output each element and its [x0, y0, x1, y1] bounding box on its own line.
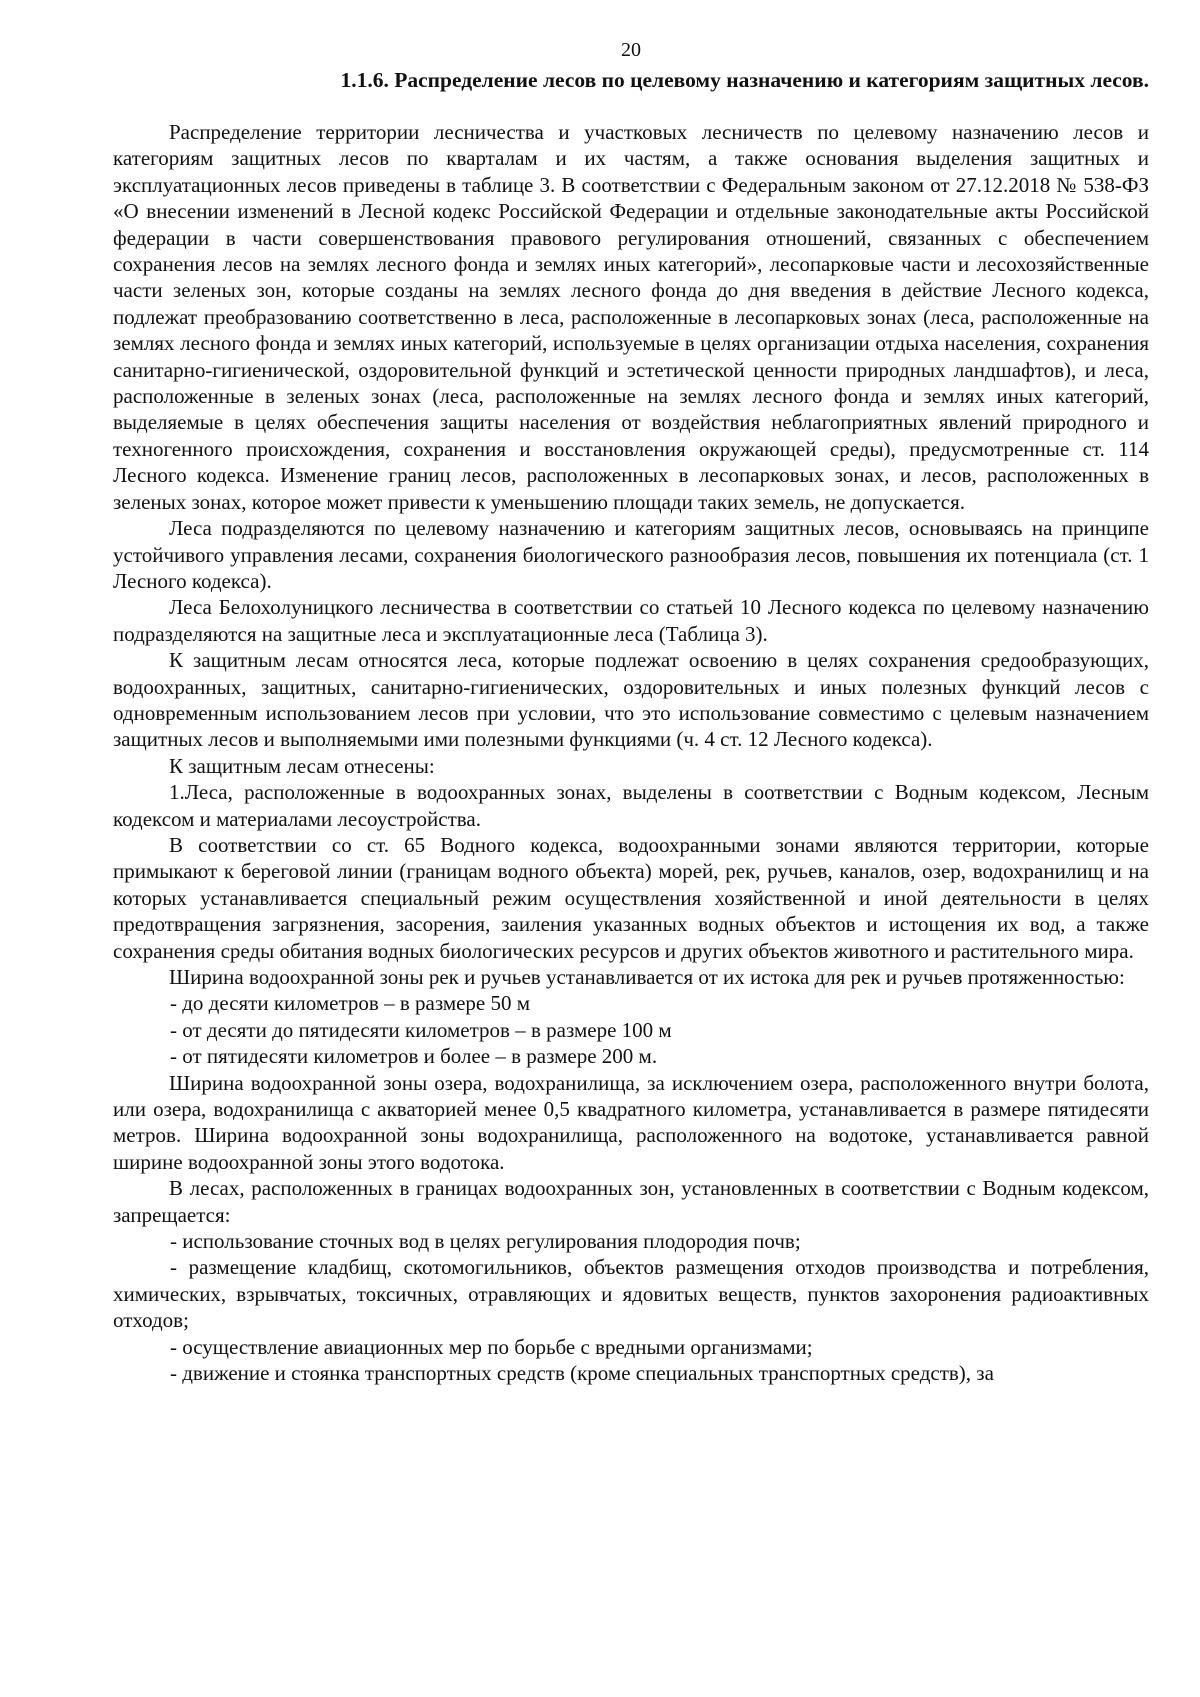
paragraph: 1.Леса, расположенные в водоохранных зонах, выделены в соответствии с Водным кодексом, Лесным кодексом и материалами лесоустройства.: [113, 780, 1149, 831]
list-item: - от десяти до пятидесяти километров – в размере 100 м: [170, 1017, 672, 1042]
list-item: - осуществление авиационных мер по борьбе с вредными организмами;: [170, 1334, 813, 1359]
list-item: - до десяти километров – в размере 50 м: [170, 991, 531, 1016]
paragraph: Ширина водоохранной зоны озера, водохранилища, за исключением озера, расположенного внутри болота, или озера, водохранилища с акваторией менее 0,5 квадратного километра, устанавливается в размере пятидесяти метров. Ширина водоохранной зоны водохранилища, расположенного на водотоке, устанавливается равной ширине водоохранной зоны этого водотока.: [113, 1070, 1149, 1174]
paragraph: К защитным лесам отнесены:: [169, 753, 435, 778]
paragraph: В соответствии со ст. 65 Водного кодекса, водоохранными зонами являются территории, которые примыкают к береговой линии (границам водного объекта) морей, рек, ручьев, каналов, озер, водохранилищ и на которых устанавливается специальный режим осуществления хозяйственной и иной деятельности в целях предотвращения загрязнения, засорения, заиления указанных водных объектов и истощения их вод, а также сохранения среды обитания водных биологических ресурсов и других объектов животного и растительного мира.: [113, 832, 1149, 963]
document-page: [113, 38, 1149, 1387]
paragraph: К защитным лесам относятся леса, которые подлежат освоению в целях сохранения средообразующих, водоохранных, защитных, санитарно-гигиенических, оздоровительных и иных полезных функций лесов с одновременным использованием лесов при условии, что это использование совместимо с целевым назначением защитных лесов и выполняемыми ими полезными функциями (ч. 4 ст. 12 Лесного кодекса).: [113, 648, 1149, 752]
section-title: 1.1.6. Распределение лесов по целевому назначению и категориям защитных лесов.: [340, 68, 1149, 92]
list-item: - использование сточных вод в целях регулирования плодородия почв;: [170, 1229, 801, 1254]
paragraph: Распределение территории лесничества и участковых лесничеств по целевому назначению лесов и категориям защитных лесов по кварталам и их частям, а также основания выделения защитных и эксплуатационных лесов приведены в таблице 3. В соответствии с Федеральным законом от 27.12.2018 № 538-ФЗ «О внесении изменений в Лесной кодекс Российской Федерации и отдельные законодательные акты Российской федерации в части совершенствования правового регулирования отношений, связанных с обеспечением сохранения лесов на землях лесного фонда и землях иных категорий», лесопарковые части и лесохозяйственные части зеленых зон, которые созданы на землях лесного фонда до дня введения в действие Лесного кодекса, подлежат преобразованию соответственно в леса, расположенные в лесопарковых зонах (леса, расположенные на землях лесного фонда и землях иных категорий, используемые в целях организации отдыха населения, сохранения санитарно-гигиенической, оздоровительной функций и эстетической ценности природных ландшафтов), и леса, расположенные в зеленых зонах (леса, расположенные на землях лесного фонда и землях иных категорий, выделяемые в целях обеспечения защиты населения от воздействия неблагоприятных явлений природного и техногенного происхождения, сохранения и восстановления окружающей среды), предусмотренные ст. 114 Лесного кодекса. Изменение границ лесов, расположенных в лесопарковых зонах, и лесов, расположенных в зеленых зонах, которое может привести к уменьшению площади таких земель, не допускается.: [113, 120, 1149, 514]
list-item: - размещение кладбищ, скотомогильников, объектов размещения отходов производства и потребления, химических, взрывчатых, токсичных, отравляющих и ядовитых веществ, пунктов захоронения радиоактивных отходов;: [113, 1255, 1149, 1333]
paragraph: Леса подразделяются по целевому назначению и категориям защитных лесов, основываясь на принципе устойчивого управления лесами, сохранения биологического разнообразия лесов, повышения их потенциала (ст. 1 Лесного кодекса).: [113, 516, 1149, 593]
paragraph: В лесах, расположенных в границах водоохранных зон, установленных в соответствии с Водным кодексом, запрещается:: [113, 1176, 1149, 1227]
page-number: 20: [621, 39, 641, 61]
paragraph: Ширина водоохранной зоны рек и ручьев устанавливается от их истока для рек и ручьев протяженностью:: [169, 965, 1125, 989]
list-item: - движение и стоянка транспортных средств (кроме специальных транспортных средств), за: [170, 1361, 994, 1386]
list-item: - от пятидесяти километров и более – в размере 200 м.: [170, 1044, 658, 1069]
paragraph: Леса Белохолуницкого лесничества в соответствии со статьей 10 Лесного кодекса по целевому назначению подразделяются на защитные леса и эксплуатационные леса (Таблица 3).: [113, 595, 1149, 646]
